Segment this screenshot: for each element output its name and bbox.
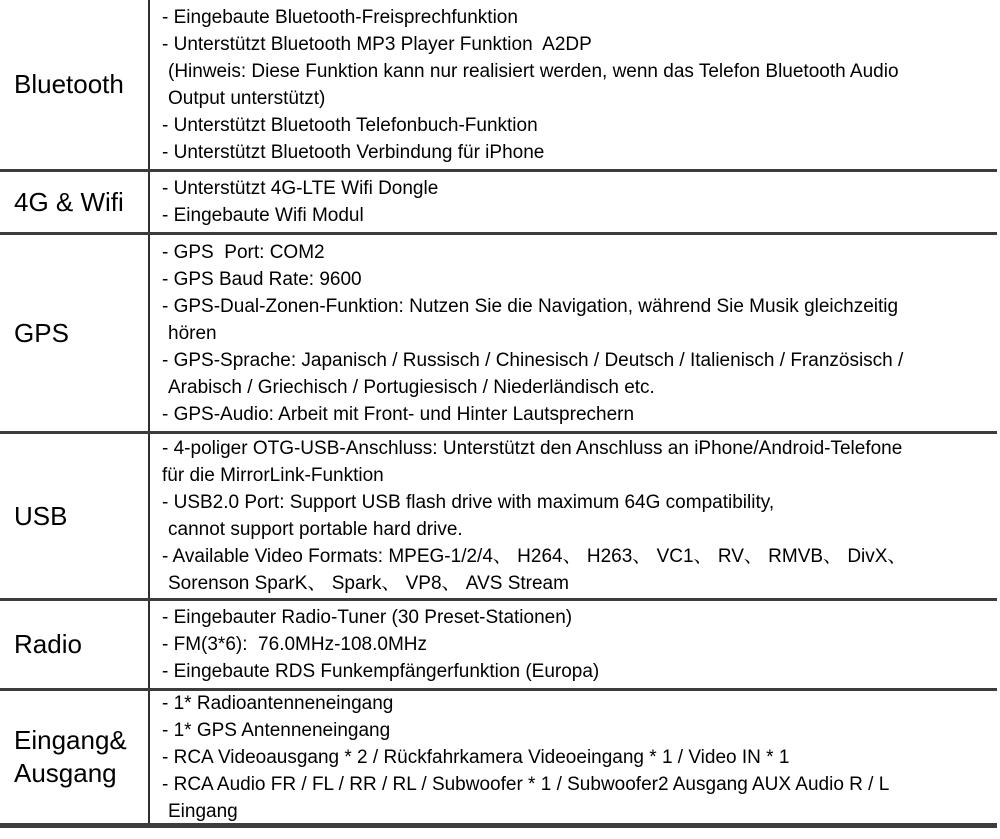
spec-line: - RCA Videoausgang * 2 / Rückfahrkamera Videoeingang * 1 / Video IN * 1	[162, 746, 790, 768]
spec-row-eingang-ausgang	[0, 691, 997, 828]
spec-line: - GPS Port: COM2	[162, 241, 325, 263]
row-content-cell	[150, 434, 997, 598]
spec-line: - GPS-Dual-Zonen-Funktion: Nutzen Sie die Navigation, während Sie Musik gleichzeitig	[162, 295, 899, 317]
spec-line: hören	[168, 322, 217, 344]
spec-row-radio	[0, 601, 997, 691]
row-content-cell	[150, 601, 997, 688]
spec-line: cannot support portable hard drive.	[168, 519, 463, 540]
spec-line: - USB2.0 Port: Support USB flash drive with maximum 64G compatibility,	[162, 492, 775, 513]
spec-line: für die MirrorLink-Funktion	[162, 465, 384, 486]
row-label-cell	[0, 235, 150, 431]
spec-line: (Hinweis: Diese Funktion kann nur realisiert werden, wenn das Telefon Bluetooth Audio	[168, 60, 899, 82]
row-label-line: Eingang&	[14, 725, 127, 755]
row-label-cell	[0, 691, 150, 823]
row-content-cell	[150, 0, 997, 169]
spec-line: - Eingebaute Bluetooth-Freisprechfunktion	[162, 6, 518, 28]
spec-line: - 4-poliger OTG-USB-Anschluss: Unterstützt den Anschluss an iPhone/Android-Telefone	[162, 438, 903, 459]
spec-line: Eingang	[168, 800, 238, 822]
row-label-line: Ausgang	[14, 758, 117, 788]
spec-line: - Unterstützt Bluetooth MP3 Player Funktion A2DP	[162, 33, 592, 55]
row-label: USB	[14, 500, 68, 531]
spec-row-bluetooth	[0, 0, 997, 172]
row-content-cell	[150, 172, 997, 232]
spec-line: - 1* Radioantenneneingang	[162, 692, 394, 714]
spec-line: - Unterstützt Bluetooth Telefonbuch-Funktion	[162, 114, 538, 136]
spec-line: - GPS-Audio: Arbeit mit Front- und Hinter Lautsprechern	[162, 403, 635, 425]
spec-row-gps	[0, 235, 997, 434]
row-label: Radio	[14, 629, 82, 659]
spec-line: - RCA Audio FR / FL / RR / RL / Subwoofer * 1 / Subwoofer2 Ausgang AUX Audio R / L	[162, 773, 890, 795]
row-label: Bluetooth	[14, 69, 124, 99]
spec-line: Output unterstützt)	[168, 87, 326, 109]
row-label-cell	[0, 601, 150, 688]
spec-line: - GPS-Sprache: Japanisch / Russisch / Chinesisch / Deutsch / Italienisch / Französisch /	[162, 349, 904, 371]
row-label-cell	[0, 0, 150, 169]
spec-line: - Unterstützt Bluetooth Verbindung für iPhone	[162, 141, 545, 163]
row-label: 4G & Wifi	[14, 186, 124, 217]
row-content-cell	[150, 235, 997, 431]
row-label: GPS	[14, 317, 69, 348]
spec-line: - Eingebaute Wifi Modul	[162, 205, 364, 226]
row-label-cell	[0, 434, 150, 598]
spec-line: Arabisch / Griechisch / Portugiesisch / Niederländisch etc.	[168, 376, 655, 398]
spec-row-4g-wifi	[0, 172, 997, 235]
spec-row-usb	[0, 434, 997, 601]
spec-line: - Eingebaute RDS Funkempfängerfunktion (Europa)	[162, 661, 600, 682]
spec-line: - FM(3*6): 76.0MHz-108.0MHz	[162, 634, 428, 655]
spec-line: - GPS Baud Rate: 9600	[162, 268, 362, 290]
row-label-cell	[0, 172, 150, 232]
spec-line: Sorenson SparK、 Spark、 VP8、 AVS Stream	[168, 573, 569, 594]
row-content-cell	[150, 691, 997, 823]
spec-line: - 1* GPS Antenneneingang	[162, 719, 391, 741]
spec-line: - Eingebauter Radio-Tuner (30 Preset-Stationen)	[162, 607, 573, 628]
spec-line: - Available Video Formats: MPEG-1/2/4、 H264、 H263、 VC1、 RV、 RMVB、 DivX、	[162, 546, 907, 567]
spec-line: - Unterstützt 4G-LTE Wifi Dongle	[162, 178, 439, 199]
